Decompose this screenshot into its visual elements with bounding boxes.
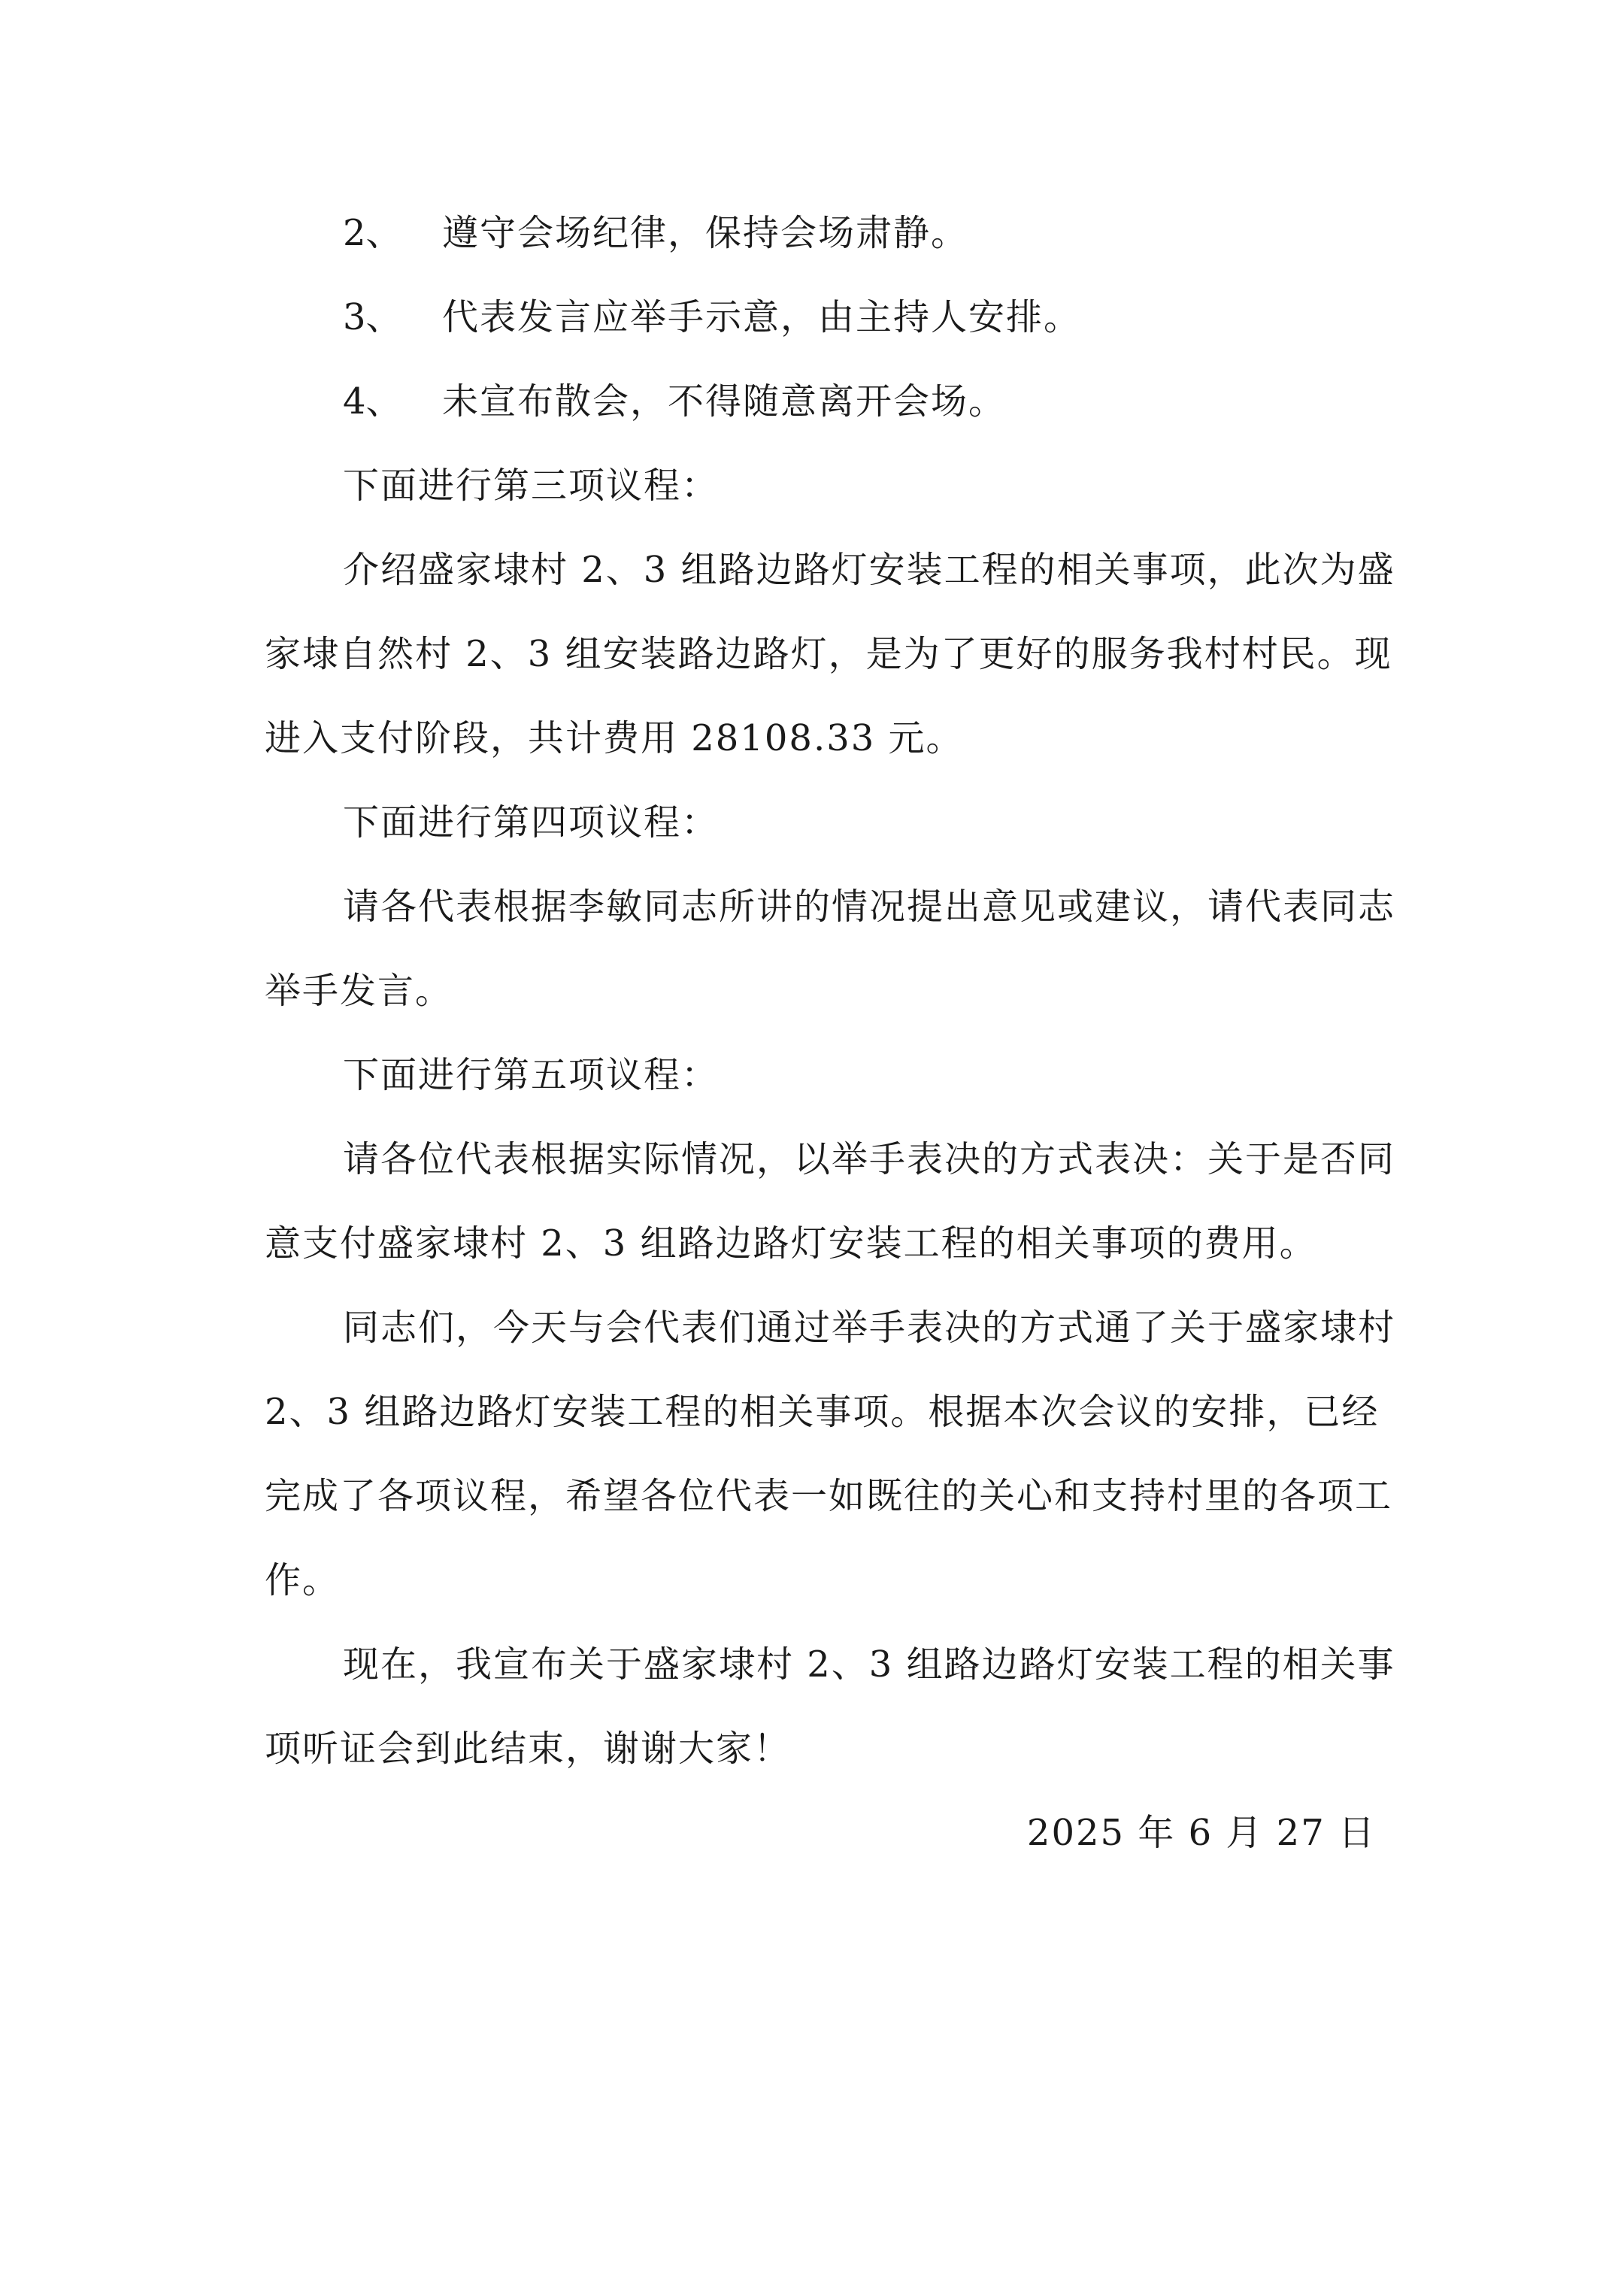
paragraph-line: 请各位代表根据实际情况，以举手表决的方式表决：关于是否同 [343,1138,1396,1180]
paragraph-line: 同志们，今天与会代表们通过举手表决的方式通了关于盛家埭村 [343,1307,1396,1349]
paragraph-line: 完成了各项议程，希望各位代表一如既往的关心和支持村里的各项工 [265,1475,1393,1517]
item-number: 4、 [343,380,402,423]
item-text: 代表发言应举手示意，由主持人安排。 [442,296,1082,338]
item-number: 2、 [343,212,402,254]
paragraph-line: 介绍盛家埭村 2、3 组路边路灯安装工程的相关事项，此次为盛 [343,549,1395,591]
paragraph-line: 2、3 组路边路灯安装工程的相关事项。根据本次会议的安排，已经 [265,1391,1380,1433]
paragraph-line: 进入支付阶段，共计费用 28108.33 元。 [265,717,964,759]
agenda-heading-3: 下面进行第三项议程： [343,465,720,507]
document-date: 2025 年 6 月 27 日 [1026,1812,1376,1854]
paragraph-line: 请各代表根据李敏同志所讲的情况提出意见或建议，请代表同志 [343,886,1396,928]
paragraph-line: 作。 [265,1559,341,1601]
item-number: 3、 [343,296,402,338]
item-text: 未宣布散会，不得随意离开会场。 [442,380,1007,423]
paragraph-line: 家埭自然村 2、3 组安装路边路灯，是为了更好的服务我村村民。现 [265,633,1392,675]
paragraph-line: 项听证会到此结束，谢谢大家！ [265,1728,792,1770]
agenda-heading-4: 下面进行第四项议程： [343,801,720,844]
paragraph-line: 举手发言。 [265,970,453,1012]
agenda-heading-5: 下面进行第五项议程： [343,1054,720,1096]
paragraph-line: 现在，我宣布关于盛家埭村 2、3 组路边路灯安装工程的相关事 [343,1643,1395,1686]
item-text: 遵守会场纪律，保持会场肃静。 [442,212,969,254]
paragraph-line: 意支付盛家埭村 2、3 组路边路灯安装工程的相关事项的费用。 [265,1222,1317,1265]
